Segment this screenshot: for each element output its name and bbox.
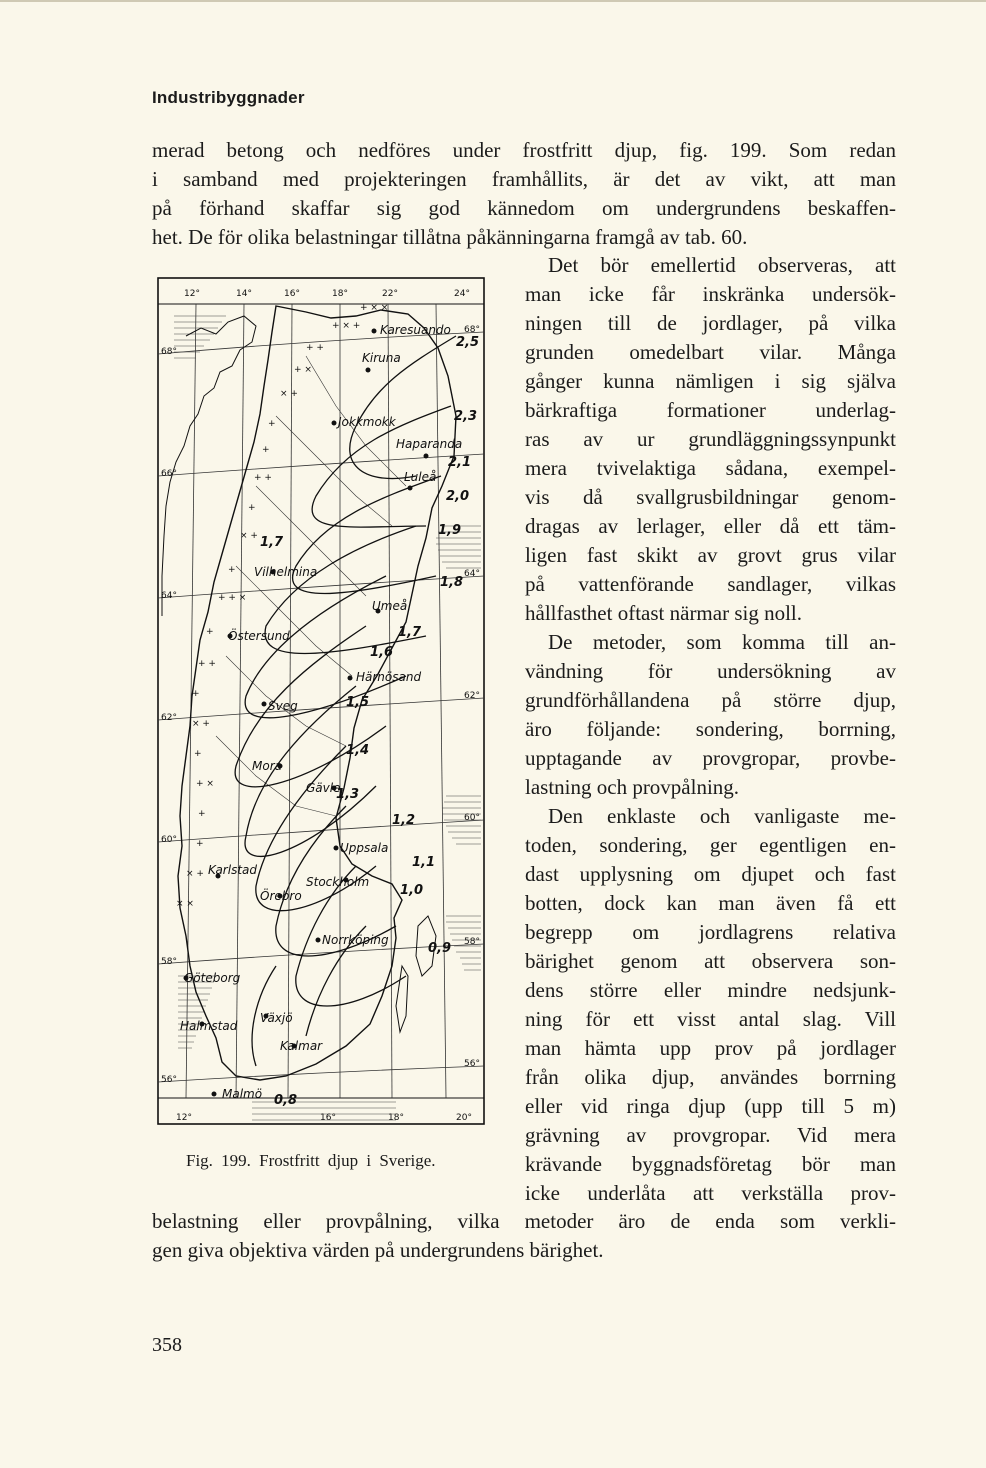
svg-text:+ × ×: + × × — [360, 303, 389, 313]
page-number: 358 — [152, 1334, 182, 1356]
column-line: lastning och provpålning. — [525, 775, 740, 799]
lon-bottom-label: 20° — [456, 1113, 472, 1123]
depth-value: 1,8 — [440, 575, 464, 590]
column-line: vis då svallgrusbildningar genom- — [525, 485, 896, 509]
oland-island — [396, 966, 408, 1032]
body-line: merad betong och nedföres under frostfritt djup, fig. 199. Som redan — [152, 138, 896, 162]
sweden-coast — [178, 306, 456, 1080]
column-line: krävande byggnadsföretag bör man — [525, 1152, 896, 1176]
place-label: Växjö — [260, 1011, 293, 1025]
depth-value: 2,1 — [448, 455, 472, 470]
place-label: Kiruna — [362, 351, 401, 365]
body-line: het. De för olika belastningar tillåtna påkänningarna framgå av tab. 60. — [152, 225, 748, 249]
place-label: Haparanda — [396, 437, 463, 451]
place-label: Sveg — [268, 699, 298, 713]
place-label: Mora — [252, 759, 282, 773]
depth-value: 1,7 — [260, 535, 284, 550]
column-line: toden, sondering, ger egentligen en- — [525, 833, 896, 857]
lon-bottom-label: 12° — [176, 1113, 192, 1123]
place-label: Halmstad — [180, 1019, 238, 1033]
svg-text:+ ×: + × — [196, 779, 214, 789]
svg-text:+ ×: + × — [294, 365, 312, 375]
lon-top-label: 18° — [332, 289, 348, 299]
place-label: Östersund — [228, 629, 290, 643]
body-line: i samband med projekteringen framhållits, är det av vikt, att man — [152, 167, 896, 191]
depth-value: 1,3 — [336, 787, 360, 802]
column-line: begrepp om jordlagrens relativa — [525, 920, 896, 944]
place-label: Stockholm — [306, 875, 370, 889]
body-line: belastning eller provpålning, vilka metoder äro de enda som verkli- — [152, 1209, 896, 1233]
svg-text:+: + — [192, 689, 200, 699]
svg-text:× +: × + — [240, 531, 258, 541]
svg-text:+: + — [198, 809, 206, 819]
top-edge-rule — [0, 0, 986, 2]
body-line: gen giva objektiva värden på undergrundens bärighet. — [152, 1238, 604, 1262]
running-head: Industribyggnader — [152, 88, 305, 107]
depth-value: 0,8 — [274, 1093, 298, 1108]
depth-value: 1,4 — [346, 743, 370, 758]
svg-text:+: + — [248, 503, 256, 513]
place-label: Jokkmokk — [338, 415, 396, 429]
depth-value: 1,0 — [400, 883, 424, 898]
column-line: eller vid ringa djup (upp till 5 m) — [525, 1094, 896, 1118]
place-label: Kalmar — [280, 1039, 323, 1053]
column-line: man icke får inskränka undersök- — [525, 282, 896, 306]
svg-text:× +: × + — [192, 719, 210, 729]
place-label: Norrköping — [322, 933, 389, 947]
place-label: Gävle — [306, 781, 341, 795]
place-label: Umeå — [372, 599, 408, 613]
svg-text:+: + — [268, 419, 276, 429]
place-label: Luleå — [404, 470, 437, 484]
column-line: från olika djup, användes borrning — [525, 1065, 896, 1089]
place-label: Karlstad — [208, 863, 257, 877]
svg-text:× ×: × × — [176, 899, 194, 909]
place-label: Göteborg — [184, 971, 241, 985]
svg-text:× +: × + — [186, 869, 204, 879]
depth-value: 1,5 — [346, 695, 370, 710]
place-label: Karesuando — [380, 323, 451, 337]
lat-left-label: 62° — [161, 713, 177, 723]
svg-text:+: + — [194, 749, 202, 759]
depth-value: 2,3 — [454, 409, 478, 424]
column-line: ras av ur grundläggningssynpunkt — [525, 427, 896, 451]
lat-left-label: 66° — [161, 469, 177, 479]
tick-labels — [161, 289, 480, 1123]
svg-text:+: + — [206, 627, 214, 637]
svg-text:+ +: + + — [198, 659, 216, 669]
column-line: dragas av lerlager, eller då ett täm- — [525, 514, 896, 538]
column-line: grundförhållandena på större djup, — [525, 688, 896, 712]
column-line: dast upplysning om djupet och fast — [525, 862, 896, 886]
lon-bottom-label: 16° — [320, 1113, 336, 1123]
lon-top-label: 22° — [382, 289, 398, 299]
lat-right-label: 68° — [464, 325, 480, 335]
depth-value: 1,9 — [438, 523, 462, 538]
place-label: Örebro — [260, 889, 302, 903]
column-line: bärkraftiga formationer underlag- — [525, 398, 896, 422]
column-line: dens större eller mindre nedsjunk- — [525, 978, 896, 1002]
depth-value: 0,9 — [428, 941, 452, 956]
norway-coast — [162, 316, 256, 616]
depth-value: 1,1 — [412, 855, 436, 870]
column-line: grävning av provgropar. Vid mera — [525, 1123, 896, 1147]
depth-value: 1,7 — [398, 625, 422, 640]
lat-left-label: 64° — [161, 591, 177, 601]
svg-text:+ +: + + — [254, 473, 272, 483]
column-line: hållfasthet oftast närmar sig noll. — [525, 601, 803, 625]
column-line: icke underlåta att verkställa prov- — [525, 1181, 896, 1205]
depth-value: 2,0 — [446, 489, 470, 504]
lon-top-label: 24° — [454, 289, 470, 299]
lat-left-label: 60° — [161, 835, 177, 845]
svg-text:+ +: + + — [306, 343, 324, 353]
column-line: upptagande av provgropar, provbe- — [525, 746, 896, 770]
depth-value: 1,2 — [392, 813, 416, 828]
lat-right-label: 58° — [464, 937, 480, 947]
border-crosses — [176, 303, 388, 909]
column-line: på vattenförande sandlager, vilkas — [525, 572, 896, 596]
column-line: bärighet genom att observera son- — [525, 949, 896, 973]
place-label: Uppsala — [340, 841, 389, 855]
lon-top-label: 14° — [236, 289, 252, 299]
column-line: De metoder, som komma till an- — [548, 630, 896, 654]
svg-text:+: + — [262, 445, 270, 455]
lat-left-label: 58° — [161, 957, 177, 967]
svg-text:+ + ×: + + × — [218, 593, 247, 603]
place-label: Härnösand — [356, 670, 422, 684]
lat-right-label: 62° — [464, 691, 480, 701]
column-line: mera tvivelaktiga sådana, exempel- — [525, 456, 896, 480]
depth-value: 1,6 — [370, 645, 394, 660]
column-line: botten, dock kan man även få ett — [525, 891, 896, 915]
frost-depth-map — [156, 276, 488, 1128]
place-label: Malmö — [222, 1087, 263, 1101]
body-line: på förhand skaffar sig god kännedom om undergrundens beskaffen- — [152, 196, 896, 220]
column-line: Det bör emellertid observeras, att — [548, 253, 896, 277]
column-line: grunden omedelbart vilar. Många — [525, 340, 896, 364]
column-line: ningen till de jordlager, på vilka — [525, 311, 896, 335]
map-svg — [156, 276, 488, 1128]
column-line: man hämta upp prov på jordlager — [525, 1036, 896, 1060]
column-line: gånger kunna nämligen i sig själva — [525, 369, 896, 393]
lat-right-label: 64° — [464, 569, 480, 579]
svg-text:× +: × + — [280, 389, 298, 399]
svg-text:+: + — [228, 565, 236, 575]
svg-text:+ × +: + × + — [332, 321, 361, 331]
column-line: vändning för undersökning av — [525, 659, 896, 683]
column-line: Den enklaste och vanligaste me- — [548, 804, 896, 828]
figure-caption: Fig. 199. Frostfritt djup i Sverige. — [186, 1151, 436, 1170]
column-line: ning för ett visst antal slag. Vill — [525, 1007, 896, 1031]
lon-bottom-label: 18° — [388, 1113, 404, 1123]
depth-value: 2,5 — [456, 335, 480, 350]
lat-right-label: 60° — [464, 813, 480, 823]
place-labels — [180, 323, 462, 1101]
lat-right-label: 56° — [464, 1059, 480, 1069]
column-line: ligen fast skikt av grovt grus vilar — [525, 543, 896, 567]
place-label: Vilhelmina — [254, 565, 318, 579]
lat-left-label: 56° — [161, 1075, 177, 1085]
lon-top-label: 16° — [284, 289, 300, 299]
lon-top-label: 12° — [184, 289, 200, 299]
svg-text:+: + — [196, 839, 204, 849]
column-line: äro följande: sondering, borrning, — [525, 717, 896, 741]
lat-left-label: 68° — [161, 347, 177, 357]
